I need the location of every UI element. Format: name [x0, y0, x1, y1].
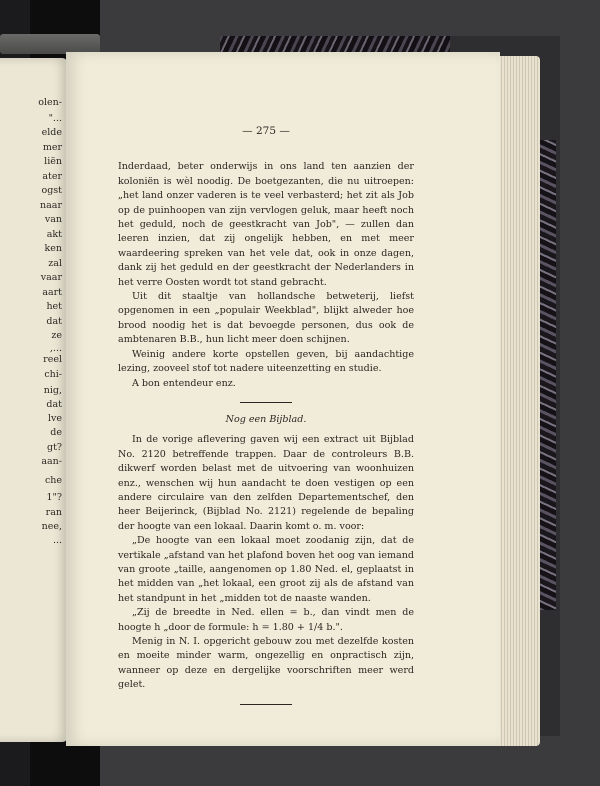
left-page-text-fragment: reel [43, 354, 62, 365]
left-page-text-fragment: ran [45, 507, 62, 518]
left-page-text-fragment: het [46, 301, 62, 312]
left-page-text-fragment: 1"? [46, 492, 62, 503]
left-page [0, 58, 68, 742]
left-page-text-fragment: zal [48, 258, 62, 269]
left-page-text-fragment: liën [44, 156, 62, 167]
formula-paragraph: „Zij de breedte in Ned. ellen = b., dan vindt men de hoogte h „door de formule: h = 1.80 + 1/4 b.". [118, 607, 414, 633]
left-page-text-fragment: mer [42, 142, 62, 153]
left-page-text-fragment: naar [40, 200, 62, 211]
paragraph: Uit dit staaltje van hollandsche betweterij, liefst opgenomen in een „populair Weekblad", blijkt alweder hoe brood noodig het is dat bevoegde personen, dus ook de ambtenaren B.B., hun licht meer doen schijnen. [118, 291, 414, 346]
left-page-text-fragment: "... [48, 113, 62, 124]
end-divider [240, 704, 292, 705]
paragraph: A bon entendeur enz. [132, 377, 236, 389]
left-page-text-fragment: aan- [41, 456, 62, 467]
left-page-text-fragment: ken [44, 243, 62, 254]
left-page-text-fragment: olen- [38, 97, 62, 108]
left-page-text-fragment: lve [47, 413, 62, 424]
left-page-text-fragment: dat [46, 316, 62, 327]
paragraph: In de vorige aflevering gaven wij een extract uit Bijblad No. 2120 betreffende trappen. Daar de controleurs B.B. dikwerf worden belast met de uitvoering van woonhuizen enz., wenschen wij hun aandacht te doen vestigen op een andere circulaire van den zelfden Departementschef, den heer Beijerinck, (Bijblad No. 2121) regelende de bepaling der hoogte van een lokaal. Daarin komt o. m. voor: [118, 434, 414, 532]
page-stack-edge [496, 56, 540, 746]
paragraph: Weinig andere korte opstellen geven, bij aandachtige lezing, zooveel stof tot nadere uiteenzetting en studie. [118, 348, 414, 375]
left-page-text-fragment: de [50, 427, 62, 438]
left-page-text-fragment: dat [46, 399, 62, 410]
left-page-text-fragment: ,... [49, 343, 62, 354]
bookmark-ribbon [0, 34, 100, 54]
left-page-text-fragment: vaar [40, 272, 62, 283]
left-page-text-fragment: aart [42, 287, 62, 298]
left-page-text-fragment: ogst [41, 185, 62, 196]
left-page-text-fragment: akt [46, 229, 62, 240]
page-number: — 275 — [242, 125, 290, 137]
left-page-text-fragment: nee, [41, 521, 62, 532]
left-page-text-fragment: nig, [43, 385, 62, 396]
left-page-text-fragment: van [44, 214, 62, 225]
marbled-cover-edge [538, 140, 556, 610]
paragraph: Menig in N. I. opgericht gebouw zou met dezelfde kosten en moeite minder warm, ongezellig en onpractisch zijn, wanneer op deze en dergelijke voorschriften meer werd gelet. [118, 636, 414, 691]
left-page-text-fragment: gt? [47, 442, 62, 453]
left-page-text-fragment: chi- [44, 369, 62, 380]
left-page-text-fragment: che [44, 475, 62, 486]
page-text [118, 124, 414, 715]
left-page-text-fragment: ater [42, 171, 62, 182]
section-heading: Nog een Bijblad. [225, 413, 307, 425]
left-page-text-fragment: ... [52, 535, 62, 546]
left-page-text-fragment: ze [51, 330, 62, 341]
section-divider [240, 402, 292, 403]
left-page-text-fragment: elde [41, 127, 62, 138]
paragraph: Inderdaad, beter onderwijs in ons land ten aanzien der koloniën is wèl noodig. De boetgezanten, die nu uitroepen: „het land onzer vaderen is te veel verbasterd; het zit als Job op de puinhoopen van zijn vervlogen geluk, maar heeft noch het geduld, noch de geestkracht van Job", — zullen dan leeren inzien, dat zij ongelijk hebben, en met meer waardeering spreken van het vele dat, ook in onze dagen, dank zij het geduld en der geestkracht der Nederlanders in het verre Oosten wordt tot stand gebracht. [118, 161, 414, 288]
quote-paragraph: „De hoogte van een lokaal moet zoodanig zijn, dat de vertikale „afstand van het plafond boven het oog van iemand van groote „taille, aangenomen op 1.80 Ned. el, geplaatst in het midden van „het lokaal, een groot zij als de afstand van het standpunt in het „midden tot de naaste wanden. [118, 535, 414, 604]
